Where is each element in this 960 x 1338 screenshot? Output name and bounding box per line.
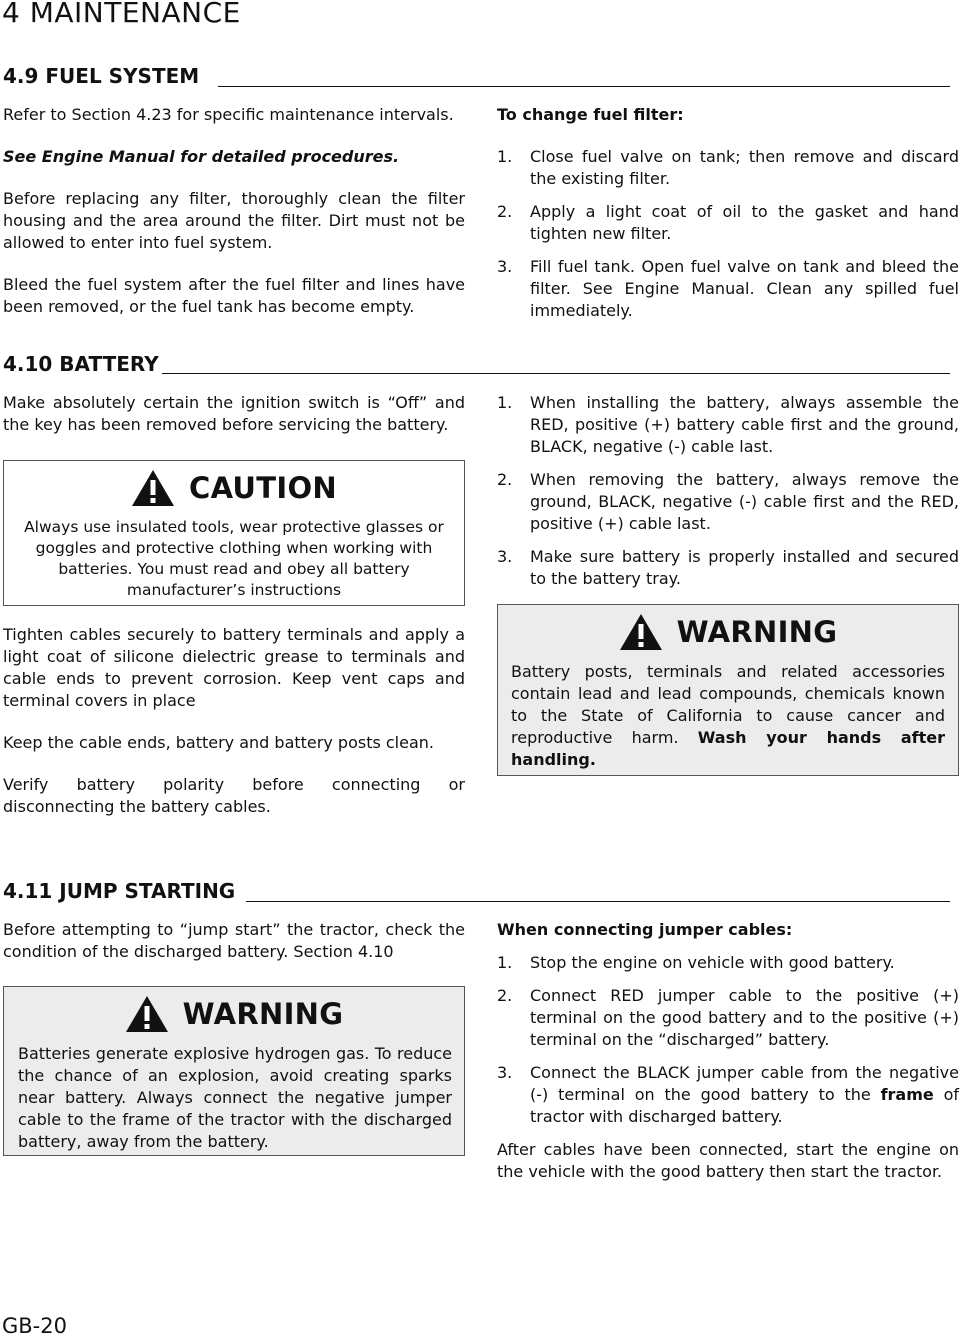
warning-label: WARNING <box>182 997 344 1031</box>
warning-text: Battery posts, terminals and related accessories contain lead and lead compounds, chemicals known to the State of California to cause cancer and reproductive harm. Wash your hands after handling. <box>511 662 945 769</box>
battery-steps <box>497 392 959 590</box>
section-rule <box>218 86 950 87</box>
jump-left-column <box>3 919 465 963</box>
fuel-right-column <box>497 104 959 322</box>
chapter-title: 4 MAINTENANCE <box>2 0 241 29</box>
jump-right-column <box>497 919 959 1183</box>
verify-polarity-text: Verify battery polarity before connecting or disconnecting the battery cables. <box>3 775 465 816</box>
change-filter-heading: To change fuel filter: <box>497 105 684 124</box>
battery-left-column <box>3 392 465 436</box>
caution-box <box>3 460 465 606</box>
battery-warning-box <box>497 604 959 776</box>
ignition-off-text: Make absolutely certain the ignition switch is “Off” and the key has been removed before servicing the battery. <box>3 393 465 434</box>
list-item: 2. Apply a light coat of oil to the gasket and hand tighten new filter. <box>497 202 959 243</box>
warning-header <box>4 995 464 1033</box>
battery-right-column <box>497 392 959 590</box>
list-item: 3. Make sure battery is properly installed and secured to the battery tray. <box>497 547 959 588</box>
warning-triangle-icon <box>131 469 175 507</box>
tighten-cables-text: Tighten cables securely to battery terminals and apply a light coat of silicone dielectric grease to terminals and cable ends to prevent corrosion. Keep vent caps and terminal covers in place <box>3 625 465 710</box>
section-title-fuel: 4.9 FUEL SYSTEM <box>3 64 200 88</box>
section-title-jump: 4.11 JUMP STARTING <box>3 879 236 903</box>
warning-triangle-icon <box>125 995 169 1033</box>
jump-warning-box <box>3 986 465 1156</box>
warning-text: Batteries generate explosive hydrogen gas. To reduce the chance of an explosion, avoid creating sparks near battery. Always connect the negative jumper cable to the frame of the tractor with the discharged battery, away from the battery. <box>18 1044 452 1151</box>
list-item: 3. Fill fuel tank. Open fuel valve on tank and bleed the filter. See Engine Manual. Clean any spilled fuel immediately. <box>497 257 959 320</box>
fuel-filter-steps <box>497 146 959 322</box>
section-rule <box>246 901 950 902</box>
list-item: 1. When installing the battery, always assemble the RED, positive (+) battery cable first and the ground, BLACK, negative (-) cable last. <box>497 393 959 456</box>
caution-label: CAUTION <box>189 471 337 505</box>
page-number: GB-20 <box>2 1314 67 1338</box>
list-item: 1. Stop the engine on vehicle with good battery. <box>497 953 895 972</box>
after-connected-text: After cables have been connected, start the engine on the vehicle with the good battery then start the tractor. <box>497 1140 959 1181</box>
list-item: 3. Connect the BLACK jumper cable from the negative (-) terminal on the good battery to the frame of tractor with discharged battery. <box>497 1063 959 1126</box>
keep-clean-text: Keep the cable ends, battery and battery posts clean. <box>3 733 434 752</box>
fuel-intervals-text: Refer to Section 4.23 for specific maintenance intervals. <box>3 105 454 124</box>
battery-left-lower <box>3 624 465 818</box>
warning-header <box>498 613 958 651</box>
caution-text: Always use insulated tools, wear protective glasses or goggles and protective clothing when working with batteries. You must read and obey all battery manufacturer’s instructions <box>24 518 444 599</box>
filter-clean-text: Before replacing any filter, thoroughly clean the filter housing and the area around the filter. Dirt must not be allowed to enter into fuel system. <box>3 189 465 252</box>
list-item: 1. Close fuel valve on tank; then remove and discard the existing filter. <box>497 147 959 188</box>
warning-bold-text: Wash your hands after handling. <box>511 728 945 769</box>
list-item: 2. Connect RED jumper cable to the positive (+) terminal on the good battery and to the positive (+) terminal on the “discharged” battery. <box>497 986 959 1049</box>
section-rule <box>162 373 950 374</box>
jump-steps <box>497 952 959 1128</box>
list-item: 2. When removing the battery, always remove the ground, BLACK, negative (-) cable first and the RED, positive (+) cable last. <box>497 470 959 533</box>
warning-triangle-icon <box>619 613 663 651</box>
warning-label: WARNING <box>676 615 838 649</box>
fuel-left-column <box>3 104 465 318</box>
bleed-text: Bleed the fuel system after the fuel filter and lines have been removed, or the fuel tank has become empty. <box>3 275 465 316</box>
section-title-battery: 4.10 BATTERY <box>3 352 159 376</box>
jumper-cables-heading: When connecting jumper cables: <box>497 920 793 939</box>
check-battery-text: Before attempting to “jump start” the tractor, check the condition of the discharged battery. Section 4.10 <box>3 920 465 961</box>
caution-header <box>4 469 464 507</box>
engine-manual-note: See Engine Manual for detailed procedures. <box>3 147 400 166</box>
